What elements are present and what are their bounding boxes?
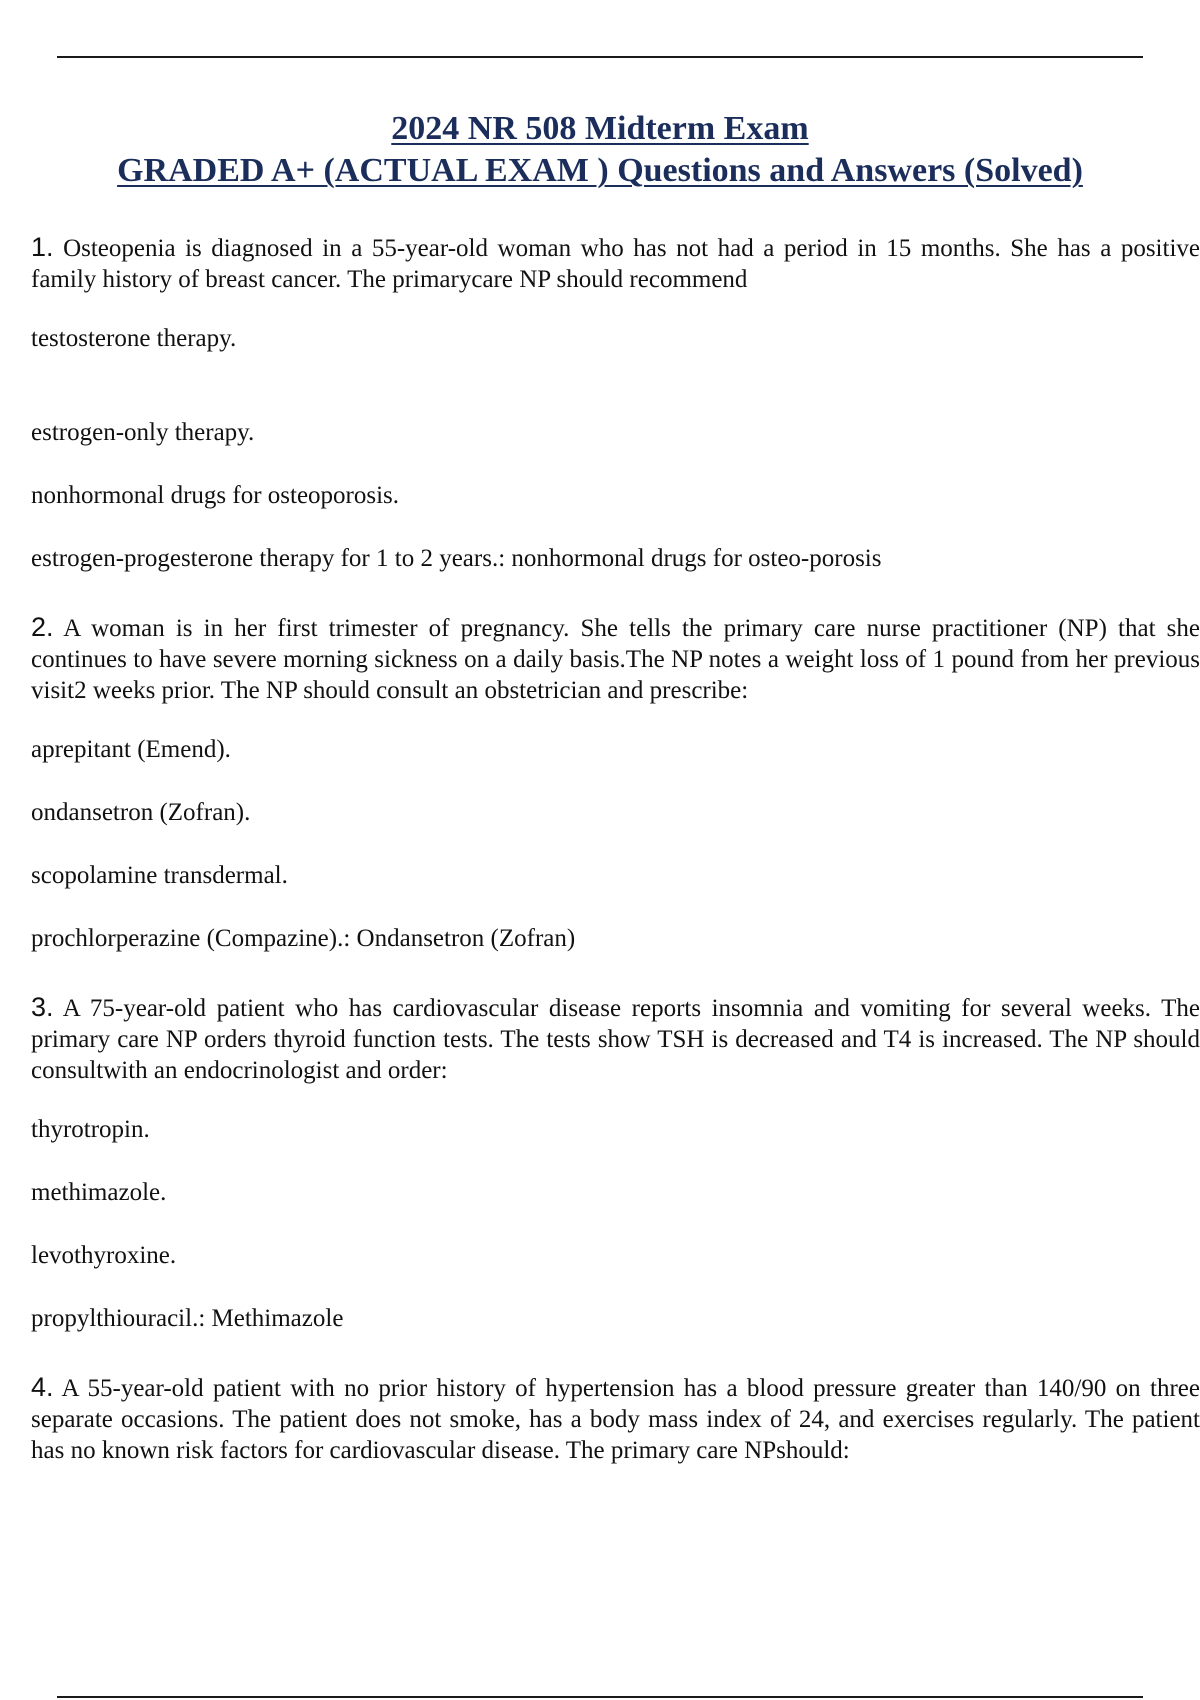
answer-option: thyrotropin. (31, 1116, 150, 1143)
answer-option: estrogen-only therapy. (31, 419, 255, 446)
question-text: A 55-year-old patient with no prior history of hypertension has a blood pressure greater than 140/90 on three separate occasions. The patient does not smoke, has a body mass index of 24, and exercises regularly. The patient has no known risk factors for cardiovascular disease. The primary care NPshould: (31, 1375, 1200, 1464)
question-number: 3. (31, 992, 54, 1022)
question-number: 4. (31, 1372, 54, 1402)
question-4 (31, 1372, 1200, 1466)
answer-option: ondansetron (Zofran). (31, 799, 251, 826)
answer-option: methimazole. (31, 1179, 167, 1206)
question-number: 2. (31, 612, 54, 642)
question-2 (31, 612, 1200, 706)
question-1 (31, 232, 1200, 295)
question-text: A 75-year-old patient who has cardiovascular disease reports insomnia and vomiting for several weeks. The primary care NP orders thyroid function tests. The tests show TSH is decreased and T4 is increased. The NP should consultwith an endocrinologist and order: (31, 995, 1200, 1084)
answer-option-with-key: estrogen-progesterone therapy for 1 to 2 years.: nonhormonal drugs for osteo-porosis (31, 545, 882, 572)
answer-option-with-key: propylthiouracil.: Methimazole (31, 1305, 344, 1332)
answer-option: levothyroxine. (31, 1242, 177, 1269)
title-line-1: 2024 NR 508 Midterm Exam (391, 110, 809, 147)
answer-option: aprepitant (Emend). (31, 736, 231, 763)
top-rule (57, 56, 1143, 58)
bottom-rule (57, 1696, 1143, 1698)
title-line-2: GRADED A+ (ACTUAL EXAM ) Questions and Answers (Solved) (117, 152, 1083, 189)
question-list (31, 232, 1200, 1494)
answer-option: nonhormonal drugs for osteoporosis. (31, 482, 400, 509)
question-text: A woman is in her first trimester of pregnancy. She tells the primary care nurse practitioner (NP) that she continues to have severe morning sickness on a daily basis.The NP notes a weight loss of 1 pound from her previous visit2 weeks prior. The NP should consult an obstetrician and prescribe: (31, 615, 1200, 704)
document-title (0, 108, 1200, 192)
answer-option: scopolamine transdermal. (31, 862, 288, 889)
question-text: Osteopenia is diagnosed in a 55-year-old woman who has not had a period in 15 months. She has a positive family history of breast cancer. The primarycare NP should recommend (31, 235, 1200, 293)
answer-option-with-key: prochlorperazine (Compazine).: Ondansetron (Zofran) (31, 925, 576, 952)
answer-option: testosterone therapy. (31, 325, 237, 352)
question-3 (31, 992, 1200, 1086)
question-number: 1. (31, 232, 54, 262)
